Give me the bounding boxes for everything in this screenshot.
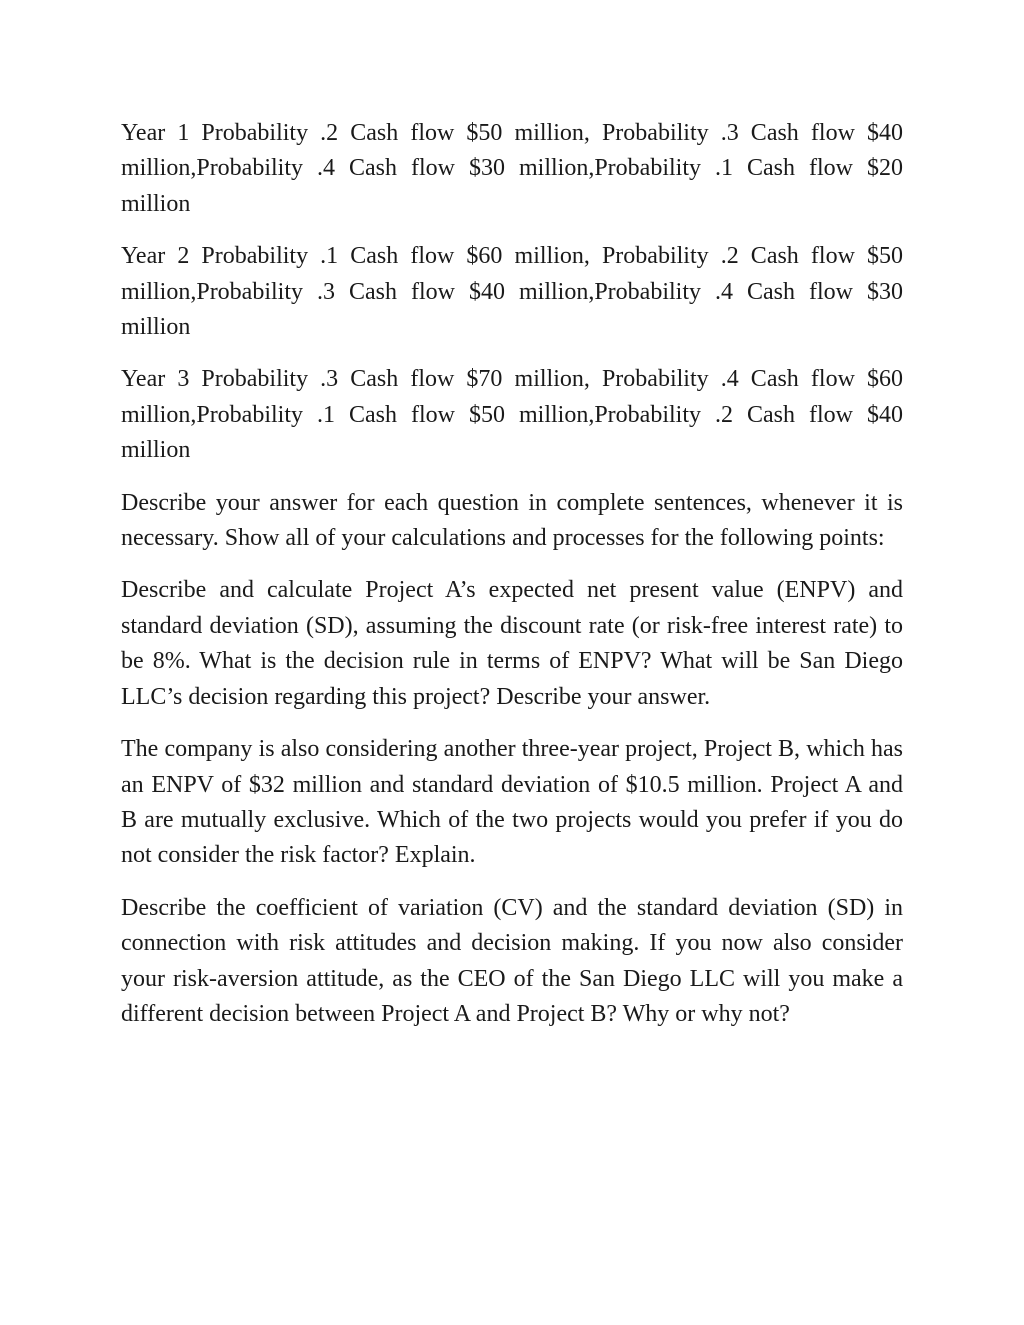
year-2-cash-flows: Year 2 Probability .1 Cash flow $60 million, Probability .2 Cash flow $50 million,Probability .3 Cash flow $40 million,Probability .4 Cash flow $30 million [121, 243, 903, 341]
question-cv-sd-risk: Describe the coefficient of variation (CV) and the standard deviation (SD) in connection with risk attitudes and decision making. If you now also consider your risk-aversion attitude, as the CEO of the San Diego LLC will you make a different decision between Project A and Project B? Why or why not? [121, 894, 903, 1027]
year-3-cash-flows: Year 3 Probability .3 Cash flow $70 million, Probability .4 Cash flow $60 million,Probability .1 Cash flow $50 million,Probability .2 Cash flow $40 million [121, 366, 903, 464]
question-project-b-comparison: The company is also considering another three-year project, Project B, which has an ENPV of $32 million and standard deviation of $10.5 million. Project A and B are mutually exclusive. Which of the two projects would you prefer if you do not consider the risk factor? Explain. [121, 736, 903, 869]
document-page [121, 116, 903, 1049]
year-1-cash-flows: Year 1 Probability .2 Cash flow $50 million, Probability .3 Cash flow $40 million,Probability .4 Cash flow $30 million,Probability .1 Cash flow $20 million [121, 120, 903, 217]
instructions-paragraph: Describe your answer for each question in complete sentences, whenever it is necessary. Show all of your calculations and processes for the following points: [121, 489, 903, 552]
question-project-a-enpv: Describe and calculate Project A’s expected net present value (ENPV) and standard deviation (SD), assuming the discount rate (or risk-free interest rate) to be 8%. What is the decision rule in terms of ENPV? What will be San Diego LLC’s decision regarding this project? Describe your answer. [121, 577, 903, 710]
